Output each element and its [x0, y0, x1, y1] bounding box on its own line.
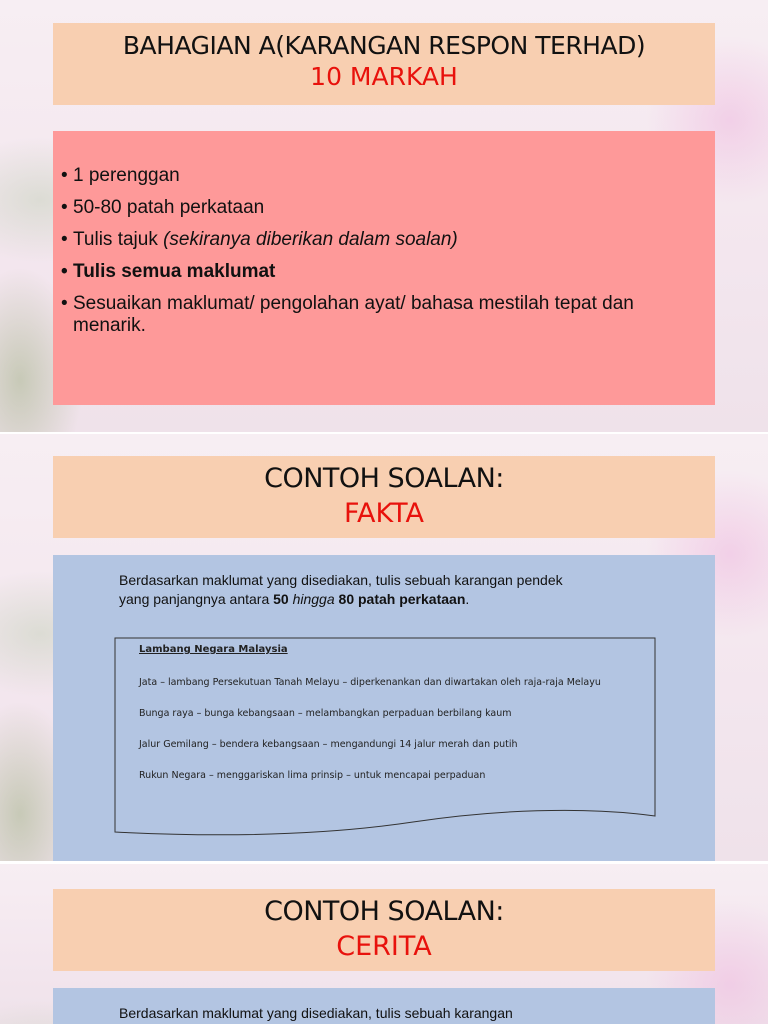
question-instruction: Berdasarkan maklumat yang disediakan, tulis sebuah karangan pendek yang panjangnya antara 50 hingga 80 patah perkataan. — [119, 572, 563, 607]
list-item-note: (sekiranya diberikan dalam soalan) — [163, 229, 458, 250]
bullet-icon: • — [61, 229, 68, 250]
list-item-text: Tulis semua maklumat — [73, 261, 276, 282]
bullet-icon: • — [61, 261, 68, 282]
list-item — [61, 165, 695, 187]
question-instruction: Berdasarkan maklumat yang disediakan, tulis sebuah karangan — [119, 1005, 513, 1021]
slide-1-title-box — [53, 23, 715, 105]
requirements-box — [53, 131, 715, 405]
list-item-text: 1 perenggan — [73, 165, 180, 186]
info-entry: Bunga raya – bunga kebangsaan – melambangkan perpaduan berbilang kaum — [139, 708, 512, 719]
slide-3 — [0, 864, 768, 1024]
bullet-icon: • — [61, 197, 68, 218]
info-card-title: Lambang Negara Malaysia — [139, 644, 288, 655]
list-item — [61, 229, 695, 251]
slide-3-title-box — [53, 889, 715, 971]
list-item — [61, 293, 695, 337]
slide-1 — [0, 0, 768, 432]
info-entry: Rukun Negara – menggariskan lima prinsip – untuk mencapai perpaduan — [139, 770, 486, 781]
question-box — [53, 988, 715, 1024]
info-entry: Jata – lambang Persekutuan Tanah Melayu – diperkenankan dan diwartakan oleh raja-raja Melayu — [139, 677, 601, 688]
slide-2-subtitle: FAKTA — [344, 498, 424, 529]
question-box — [53, 555, 715, 861]
slide-2-title: CONTOH SOALAN: — [264, 463, 504, 494]
list-item-text: Tulis tajuk — [73, 229, 164, 250]
slide-3-subtitle: CERITA — [336, 931, 432, 962]
slide-1-subtitle: 10 MARKAH — [310, 62, 458, 91]
requirements-list — [53, 131, 715, 337]
bullet-icon: • — [61, 293, 68, 314]
bullet-icon: • — [61, 165, 68, 186]
list-item — [61, 261, 695, 283]
slide-2 — [0, 434, 768, 861]
slide-3-title: CONTOH SOALAN: — [264, 896, 504, 927]
info-card — [113, 636, 657, 841]
list-item-text: 50-80 patah perkataan — [73, 197, 265, 218]
info-card-content — [139, 644, 639, 799]
slide-1-title: BAHAGIAN A(KARANGAN RESPON TERHAD) — [122, 31, 646, 60]
info-entry: Jalur Gemilang – bendera kebangsaan – mengandungi 14 jalur merah dan putih — [139, 739, 518, 750]
list-item — [61, 197, 695, 219]
slide-2-title-box — [53, 456, 715, 538]
list-item-text: Sesuaikan maklumat/ pengolahan ayat/ bahasa mestilah tepat dan menarik. — [73, 293, 634, 336]
